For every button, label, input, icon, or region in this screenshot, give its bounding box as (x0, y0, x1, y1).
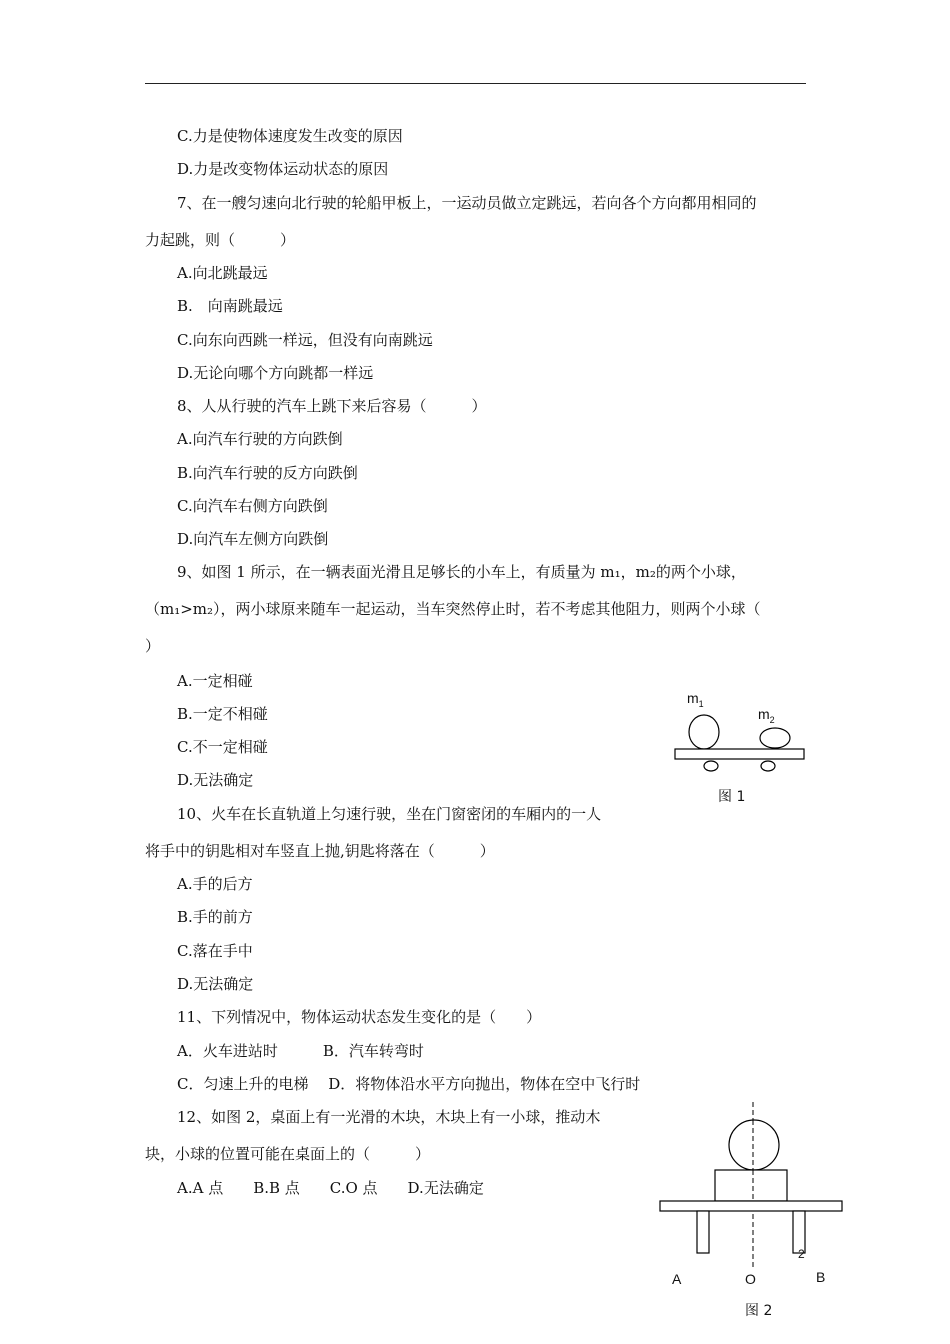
label-point-b: B (816, 1269, 826, 1285)
label-point-a: A (672, 1271, 682, 1287)
q11-stem: 11、下列情况中，物体运动状态发生变化的是（ ） (177, 1008, 542, 1026)
label-m2: $m_2$ (758, 706, 775, 725)
figure-1-caption: 图 1 (718, 789, 746, 805)
q9-stem-line2: （m₁>m₂），两小球原来随车一起运动，当车突然停止时，若不考虑其他阻力，则两个小球（ (145, 600, 761, 618)
label-m1: $m_1$ (687, 690, 704, 709)
q11-options-ab: A．火车进站时 B．汽车转弯时 (177, 1042, 424, 1060)
q7-stem-line1: 7、在一艘匀速向北行驶的轮船甲板上，一运动员做立定跳远，若向各个方向都用相同的 (177, 194, 757, 212)
q9-option-d: D.无法确定 (177, 771, 254, 789)
ball-m1 (689, 715, 719, 749)
table-top (660, 1201, 842, 1211)
q11-options-cd: C．匀速上升的电梯 D．将物体沿水平方向抛出，物体在空中飞行时 (177, 1075, 641, 1093)
q9-option-b: B.一定不相碰 (177, 705, 268, 723)
q7-option-a: A.向北跳最远 (177, 264, 268, 282)
small-ball (729, 1120, 779, 1170)
q8-option-b: B.向汽车行驶的反方向跌倒 (177, 464, 358, 482)
q10-option-a: A.手的后方 (177, 875, 253, 893)
q10-stem-line2: 将手中的钥匙相对车竖直上抛,钥匙将落在（ ） (145, 842, 495, 860)
q12-stem-line2: 块，小球的位置可能在桌面上的（ ） (145, 1145, 431, 1163)
q10-stem-line1: 10、火车在长直轨道上匀速行驶，坐在门窗密闭的车厢内的一人 (177, 805, 602, 823)
q9-stem-line1: 9、如图 1 所示，在一辆表面光滑且足够长的小车上，有质量为 m₁，m₂的两个小球， (177, 563, 746, 581)
figure-1 (670, 688, 810, 808)
q12-stem-line1: 12、如图 2，桌面上有一光滑的木块，木块上有一小球，推动木 (177, 1108, 601, 1126)
q8-option-a: A.向汽车行驶的方向跌倒 (177, 430, 343, 448)
header-rule (145, 83, 806, 84)
q7-option-c: C.向东向西跳一样远，但没有向南跳远 (177, 331, 433, 349)
q8-stem: 8、人从行驶的汽车上跳下来后容易（ ） (177, 397, 487, 415)
q9-option-a: A.一定相碰 (177, 672, 253, 690)
q7-stem-line2: 力起跳，则（ ） (145, 231, 296, 249)
q10-option-d: D.无法确定 (177, 975, 254, 993)
q10-option-c: C.落在手中 (177, 942, 253, 960)
cart-wheel-right (761, 761, 775, 771)
ball-m2 (760, 728, 790, 748)
q7-option-d: D.无论向哪个方向跳都一样远 (177, 364, 374, 382)
q9-option-c: C.不一定相碰 (177, 738, 268, 756)
q12-options: A.A 点 B.B 点 C.O 点 D.无法确定 (177, 1179, 484, 1197)
cart-body (675, 749, 804, 759)
q6-option-d: D.力是改变物体运动状态的原因 (177, 160, 389, 178)
figure-2 (655, 1100, 850, 1325)
wooden-block (715, 1170, 787, 1201)
q8-option-c: C.向汽车右侧方向跌倒 (177, 497, 328, 515)
figure-2-mark: 2 (798, 1247, 805, 1261)
cart-wheel-left (704, 761, 718, 771)
q8-option-d: D.向汽车左侧方向跌倒 (177, 530, 329, 548)
q10-option-b: B.手的前方 (177, 908, 253, 926)
table-leg-left (697, 1211, 709, 1253)
figure-2-drawing (655, 1100, 850, 1270)
q6-option-c: C.力是使物体速度发生改变的原因 (177, 127, 403, 145)
label-point-o: O (745, 1271, 756, 1287)
figure-2-caption: 图 2 (745, 1303, 773, 1319)
q9-stem-line3: ） (145, 637, 161, 655)
q7-option-b: B. 向南跳最远 (177, 297, 283, 315)
